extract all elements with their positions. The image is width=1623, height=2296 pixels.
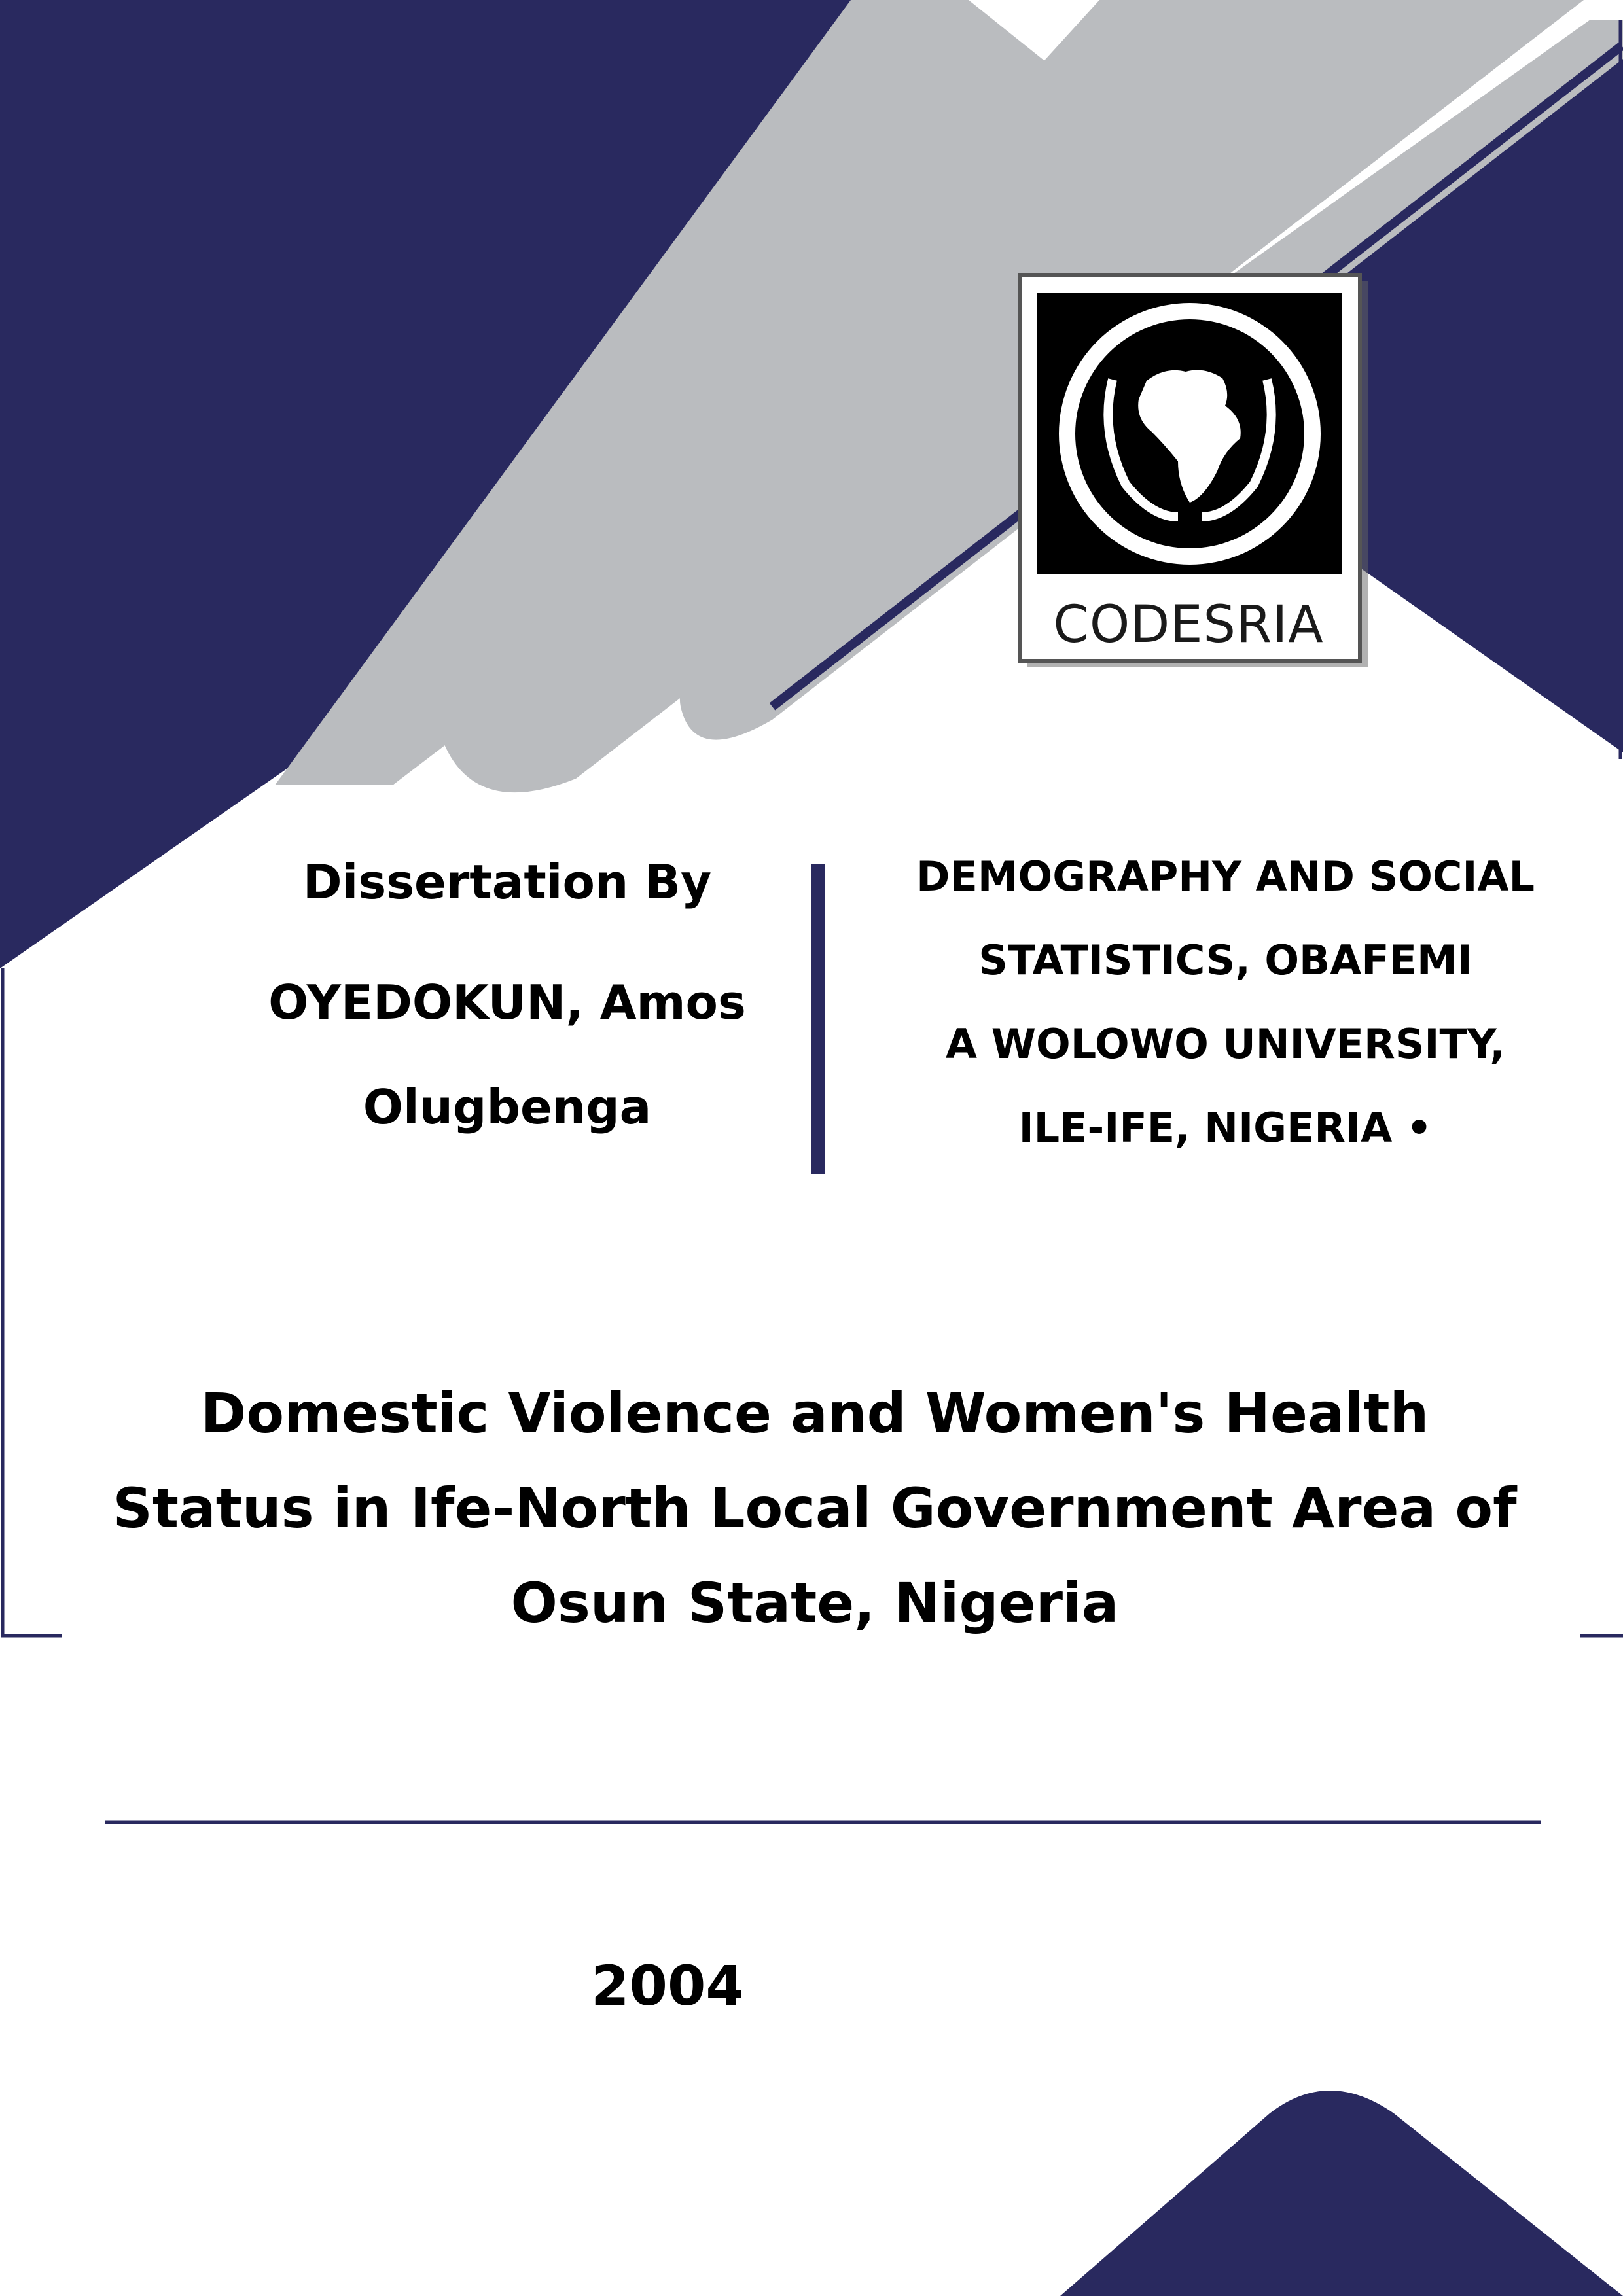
- author-heading: Dissertation By: [302, 855, 712, 910]
- publication-year: 2004: [591, 1954, 744, 2018]
- navy-bottom-shape: [1060, 2091, 1623, 2296]
- department-line: ILE-IFE, NIGERIA •: [1018, 1104, 1433, 1152]
- author-name: OYEDOKUN, Amos Olugbenga: [268, 975, 746, 1135]
- department-line: DEMOGRAPHY AND SOCIAL: [916, 853, 1535, 900]
- logo-label: CODESRIA: [1053, 595, 1324, 654]
- department-line: A WOLOWO UNIVERSITY,: [946, 1020, 1505, 1068]
- document-title-line: Status in Ife-North Local Government Area of: [113, 1476, 1517, 1540]
- department-line: STATISTICS, OBAFEMI: [978, 936, 1472, 984]
- document-title-line: Osun State, Nigeria: [510, 1571, 1119, 1635]
- document-title-line: Domestic Violence and Women's Health: [200, 1381, 1429, 1445]
